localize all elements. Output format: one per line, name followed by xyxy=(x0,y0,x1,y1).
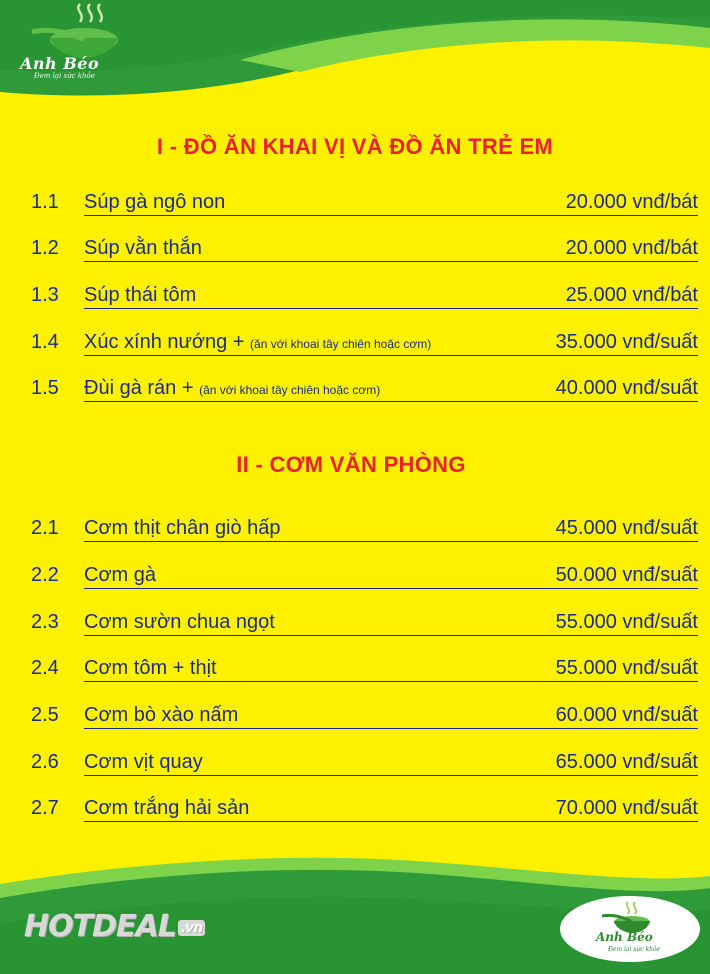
menu-item xyxy=(0,237,710,267)
bowl-icon xyxy=(598,900,658,934)
item-number: 2.7 xyxy=(31,797,59,819)
item-price: 65.000 vnđ/suất xyxy=(552,751,698,775)
brand-logo-bottom xyxy=(560,896,700,962)
item-number: 2.4 xyxy=(31,657,59,679)
bowl-icon xyxy=(14,2,134,62)
item-number: 1.5 xyxy=(31,377,59,399)
item-number: 1.1 xyxy=(31,191,59,213)
item-price: 20.000 vnđ/bát xyxy=(562,237,698,261)
menu-item xyxy=(0,284,710,314)
item-price: 55.000 vnđ/suất xyxy=(552,611,698,635)
item-name: Xúc xính nướng + (ăn với khoai tây chiên hoặc cơm) xyxy=(84,331,698,356)
item-number: 2.5 xyxy=(31,704,59,726)
logo-brand-name: Anh Béo xyxy=(20,54,100,73)
menu-item xyxy=(0,611,710,641)
item-name: Cơm gà xyxy=(84,564,698,589)
hotdeal-watermark: HOTDEAL .vn xyxy=(24,909,205,944)
menu-item xyxy=(0,797,710,827)
item-name: Cơm thịt chân giò hấp xyxy=(84,517,698,542)
menu-item xyxy=(0,751,710,781)
item-number: 1.3 xyxy=(31,284,59,306)
item-note: (ăn với khoai tây chiên hoặc cơm) xyxy=(199,383,381,397)
logo-tagline: Đem lại sức khỏe xyxy=(34,72,95,80)
logo-brand-name: Anh Béo xyxy=(596,930,653,944)
item-price: 50.000 vnđ/suất xyxy=(552,564,698,588)
item-number: 2.6 xyxy=(31,751,59,773)
item-number: 2.3 xyxy=(31,611,59,633)
menu-item xyxy=(0,377,710,407)
logo-tagline: Đem lại sức khỏe xyxy=(608,946,661,953)
item-price: 40.000 vnđ/suất xyxy=(552,377,698,401)
item-price: 20.000 vnđ/bát xyxy=(562,191,698,215)
item-name: Cơm vịt quay xyxy=(84,751,698,776)
section-title-appetizers: I - ĐỒ ĂN KHAI VỊ VÀ ĐỒ ĂN TRẺ EM xyxy=(156,134,554,159)
menu-item xyxy=(0,657,710,687)
item-name: Súp gà ngô non xyxy=(84,191,698,216)
item-name: Cơm sườn chua ngọt xyxy=(84,611,698,636)
item-name: Cơm bò xào nấm xyxy=(84,704,698,729)
item-name: Cơm trắng hải sản xyxy=(84,797,698,822)
item-price: 45.000 vnđ/suất xyxy=(552,517,698,541)
item-note: (ăn với khoai tây chiên hoặc cơm) xyxy=(250,337,432,351)
item-price: 25.000 vnđ/bát xyxy=(562,284,698,308)
brand-logo-top xyxy=(14,2,134,82)
item-name: Súp vằn thắn xyxy=(84,237,698,262)
item-name: Đùi gà rán + (ăn với khoai tây chiên hoặc cơm) xyxy=(84,377,698,402)
item-name: Cơm tôm + thịt xyxy=(84,657,698,682)
menu-item xyxy=(0,191,710,221)
item-number: 2.2 xyxy=(31,564,59,586)
item-price: 35.000 vnđ/suất xyxy=(552,331,698,355)
item-price: 70.000 vnđ/suất xyxy=(552,797,698,821)
menu-item xyxy=(0,704,710,734)
item-number: 2.1 xyxy=(31,517,59,539)
menu-item xyxy=(0,331,710,361)
section-title-office-rice: II - CƠM VĂN PHÒNG xyxy=(236,452,466,477)
item-number: 1.4 xyxy=(31,331,59,353)
item-number: 1.2 xyxy=(31,237,59,259)
item-price: 55.000 vnđ/suất xyxy=(552,657,698,681)
item-price: 60.000 vnđ/suất xyxy=(552,704,698,728)
item-name: Súp thái tôm xyxy=(84,284,698,309)
menu-item xyxy=(0,564,710,594)
menu-item xyxy=(0,517,710,547)
